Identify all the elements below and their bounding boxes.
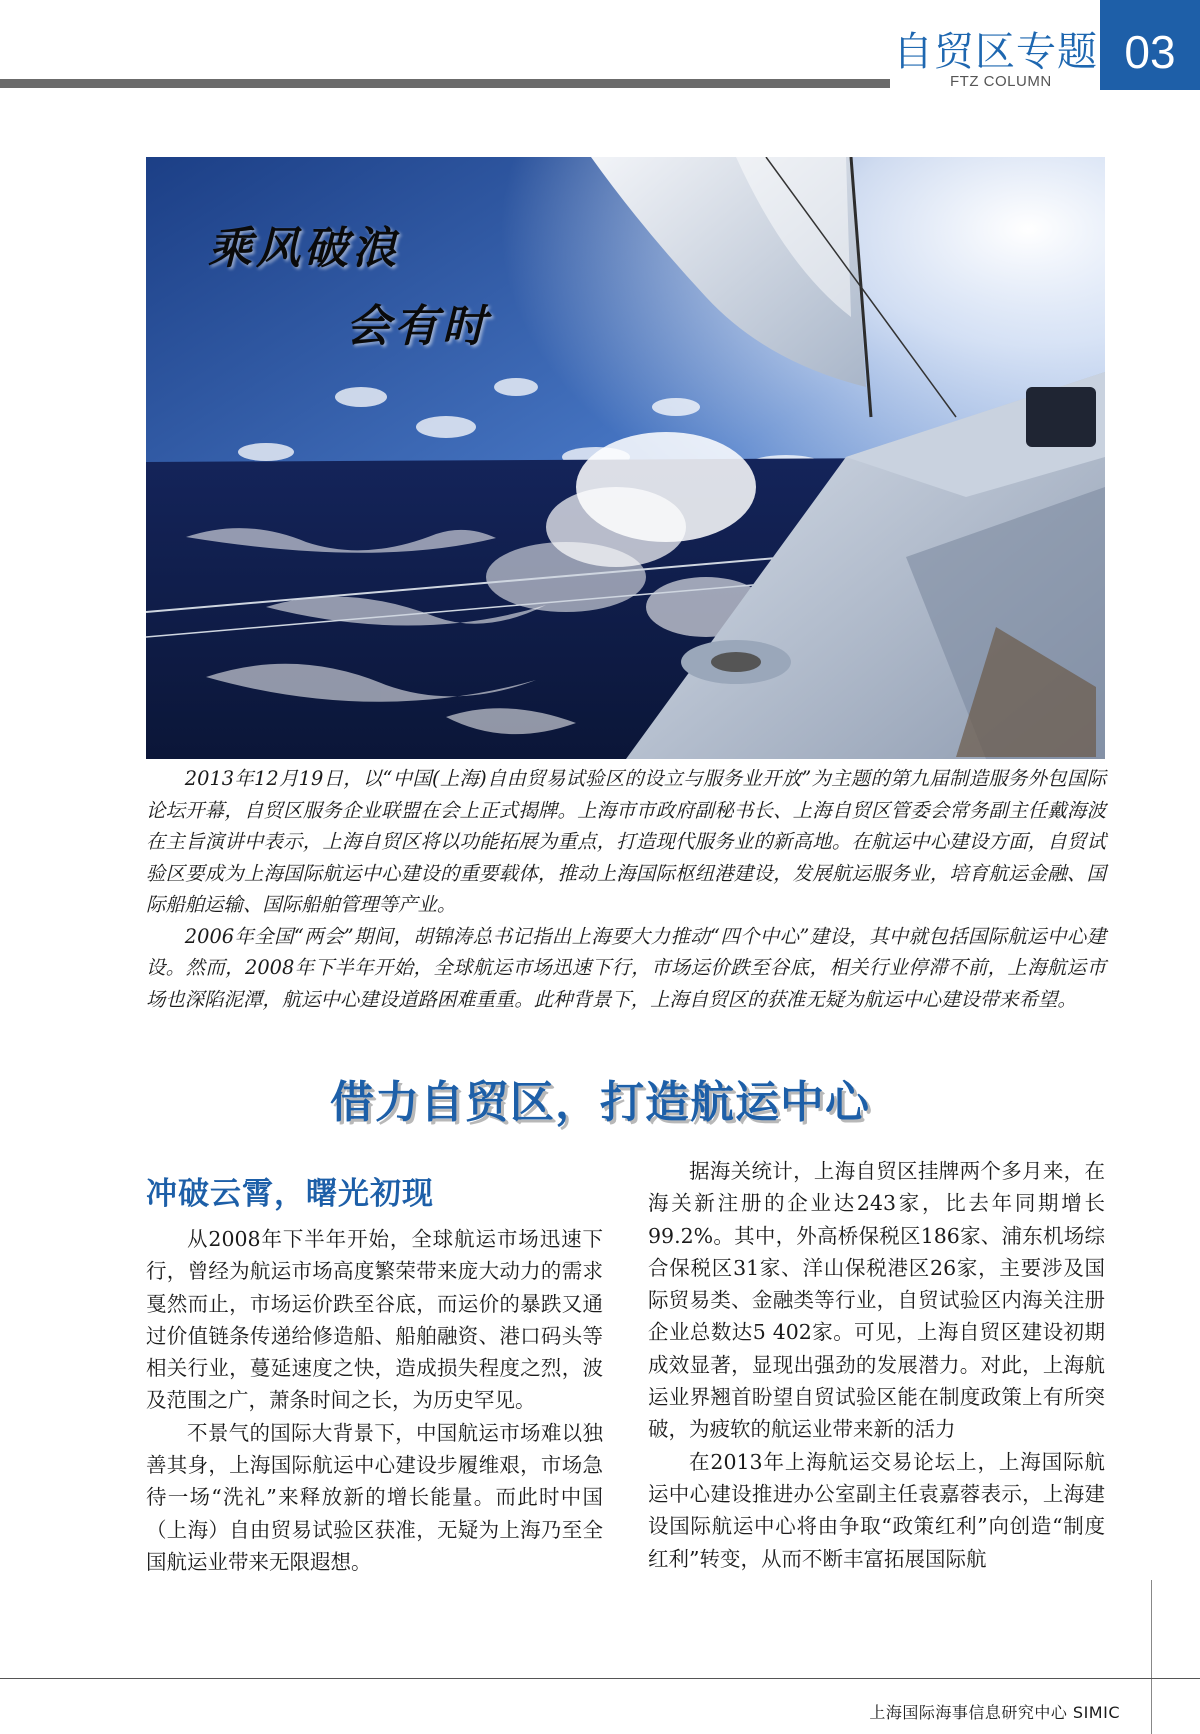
column-title: 自贸区专题 [893,29,1098,75]
right-column [648,1155,1105,1575]
footer-rule [0,1678,1200,1679]
margin-divider [1151,1580,1152,1734]
right-paragraph-2: 在2013年上海航运交易论坛上，上海国际航运中心建设推进办公室副主任袁嘉蓉表示，上海建设国际航运中心将由争取“政策红利”向创造“制度红利”转变，从而不断丰富拓展国际航 [648,1449,1105,1571]
hero-image [146,157,1105,759]
hero-title-line1: 乘风破浪 [208,223,400,274]
intro-text [146,763,1106,1015]
main-heading: 借力自贸区，打造航运中心 [330,1077,870,1128]
right-paragraph-1: 据海关统计，上海自贸区挂牌两个多月来，在海关新注册的企业达243家，比去年同期增长99.2%。其中，外高桥保税区186家、浦东机场综合保税区31家、洋山保税港区26家，主要涉及国际贸易类、金融类等行业，自贸试验区内海关注册企业总数达5 402家。可见，上海自贸区建设初期成效显著，显现出强劲的发展潜力。对此，上海航运业界翘首盼望自贸试验区能在制度政策上有所突破，为疲软的航运业带来新的活力 [648,1159,1105,1442]
column-subtitle: FTZ COLUMN [950,73,1052,90]
section-title: 冲破云霄，曙光初现 [146,1176,434,1212]
left-column [146,1168,603,1578]
intro-paragraph-2: 2006年全国“两会”期间，胡锦涛总书记指出上海要大力推动“四个中心”建设，其中就包括国际航运中心建设。然而，2008年下半年开始，全球航运市场迅速下行，市场运价跌至谷底，相关行业停滞不前，上海航运市场也深陷泥潭，航运中心建设道路困难重重。此种背景下，上海自贸区的获准无疑为航运中心建设带来希望。 [146,924,1106,1011]
left-paragraph-2: 不景气的国际大背景下，中国航运市场难以独善其身，上海国际航运中心建设步履维艰，市场急待一场“洗礼”来释放新的增长能量。而此时中国（上海）自由贸易试验区获准，无疑为上海乃至全国航运业带来无限遐想。 [146,1420,603,1574]
intro-paragraph-1: 2013年12月19日，以“中国(上海)自由贸易试验区的设立与服务业开放”为主题的第九届制造服务外包国际论坛开幕，自贸区服务企业联盟在会上正式揭牌。上海市市政府副秘书长、上海自贸区管委会常务副主任戴海波在主旨演讲中表示，上海自贸区将以功能拓展为重点，打造现代服务业的新高地。在航运中心建设方面，自贸试验区要成为上海国际航运中心建设的重要载体，推动上海国际枢纽港建设，发展航运服务业，培育航运金融、国际船舶运输、国际船舶管理等产业。 [146,767,1106,916]
footer-org: 上海国际海事信息研究中心 SIMIC [869,1703,1120,1722]
header-rule [0,79,890,88]
page-number: 03 [1100,0,1200,90]
left-paragraph-1: 从2008年下半年开始，全球航运市场迅速下行，曾经为航运市场高度繁荣带来庞大动力的需求戛然而止，市场运价跌至谷底，而运价的暴跌又通过价值链条传递给修造船、船舶融资、港口码头等相关行业，蔓延速度之快，造成损失程度之烈，波及范围之广，萧条时间之长，为历史罕见。 [146,1227,603,1413]
hero-title-line2: 会有时 [346,301,490,352]
